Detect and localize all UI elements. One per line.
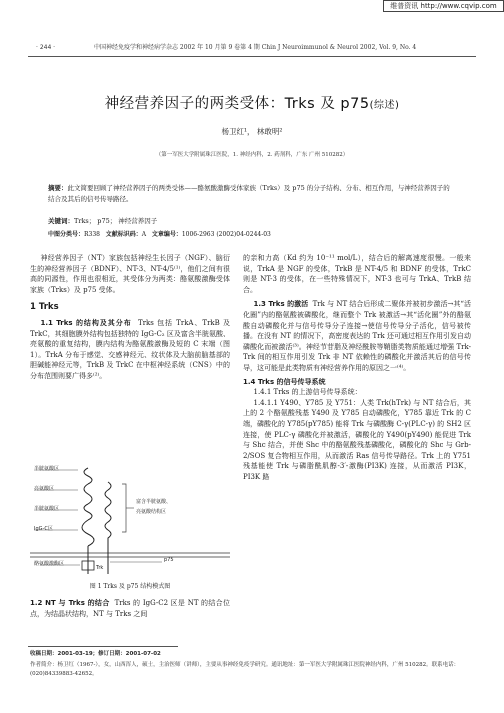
subsection-1-4-1-1-text: 1.4.1.1 Y490、Y785 及 Y751：人类 Trk(hTrk) 与 NT 结合后，其上的 2 个酪氨酸残基 Y490 及 Y785 自动磷酸化，Y785 靠近 Trk 的 C 端，磷酸化的 Y785(pY785) 能将 Trk 与磷酸酶 C-γ(PLC-γ) 的 SH2 区连接，使 PLC-γ 磷酸化并被激活，磷酸化的 Y490(pY490) 能促进 Trk 与 Shc 结合，并使 Shc 中的酪氨酸残基磷酸化，磷酸化的 Shc 与 Grb-2/SOS 复合物相互作用，从而激活 Ras 信号传导路径。Trk 上的 Y751 残基能使 Trk 与磷脂酰肌醇-3′-激酶(PI3K) 连接，从而激活 PI3K，PI3K 路: [243, 398, 471, 481]
p75-chain: [105, 482, 111, 574]
cysteine-loop-2: [84, 504, 92, 520]
classification-line: [48, 230, 456, 240]
label-kinase-region: 酪氨酸激酶区: [34, 561, 65, 567]
clc-label: 中图分类号：: [48, 231, 85, 238]
affinity-paragraph: 的亲和力高（Kd 约为 10⁻¹¹ mol/L），结合后的解离速度很慢。一般来说，TrkA 是 NGF 的受体，TrkB 是 NT-4/5 和 BDNF 的受体，TrkC 则是 NT-3 的受体，在一些特殊情况下，NT-3 也可与 TrkA、TrkB 结合。: [243, 254, 471, 294]
leucine-loop: [84, 484, 92, 504]
affiliation: （第一军医大学附属珠江医院，1. 神经内科，2. 药剂科，广东 广州 510282）: [155, 152, 349, 158]
article-id-label: 文章编号：: [151, 231, 182, 238]
journal-info: 中国神经免疫学和神经病学杂志 2002 年 10 月第 9 卷第 4 期 Chin J Neuroimmunol & Neurol 2002, Vol. 9, No. 4: [94, 44, 417, 51]
p75-bracket: [122, 484, 126, 532]
title-main: 神经营养因子的两类受体：Trks 及 p75: [104, 96, 370, 112]
receptor-structure-svg: [30, 462, 230, 574]
doc-code-value: A: [141, 231, 147, 238]
subsection-1-2-heading: 1.2 NT 与 Trks 的结合: [30, 599, 110, 607]
clc-value: R338: [84, 231, 100, 238]
keywords-label: 关键词：: [48, 217, 74, 225]
subsection-1-4-heading: 1.4 Trks 的信号传导系统: [243, 377, 326, 386]
label-cysteine-1: 半胱氨酸区: [34, 466, 60, 472]
subsection-1-4-1-heading: 1.4.1 Trks 的上游信号传导系统：: [253, 388, 362, 397]
intro-paragraph: 神经营养因子（NT）家族包括神经生长因子（NGF）、脑衍生的神经营养因子（BDNF）、NT-3、NT-4/5⁽¹⁾，他们之间有很高的同源性，作用也很相近，其受体分为两类：酪氨酸激酶受体家族（Trks）及 p75 受体。: [30, 254, 230, 294]
author-bio: 作者简介：杨卫红（1967-），女，山西浑人，硕士，主治医师（讲师），主要从事神经免疫学研究。通讯地址：第一军医大学附属珠江医院神经内科，广州 510282。联系电话：(020)84339883-42652。: [30, 662, 460, 677]
left-column: [30, 253, 230, 382]
subsection-1-3-heading: 1.3 Trks 的激活: [253, 300, 309, 309]
footnote-rule: [28, 646, 178, 647]
header-rule: [28, 56, 476, 57]
received-date: 收稿日期：2001-03-19；修订日期：2001-07-02: [30, 651, 161, 657]
title-suffix: (综述): [369, 100, 400, 111]
authors: 杨卫红¹， 林敢明²: [221, 127, 283, 136]
subsection-1-1-text: Trks 包括 TrkA、TrkB 及 TrkC，其细胞膜外结构包括独特的 IgG-C₂ 区及富含半胱氨酸、亮氨酸的重复结构，膜内结构为酪氨酸激酶及短的 C 末端（图 1）。TrkA 分布于感觉、交感神经元、纹状体及大脑前脑基部的胆碱能神经元等，TrkB 及 TrkC 在中枢神经系统（CNS）中的分布范围则要广得多⁽²⁾。: [30, 318, 230, 380]
article-title: [0, 92, 504, 113]
section-heading-trks: 1 Trks: [30, 302, 59, 313]
subsection-1-1-heading: 1.1 Trks 的结构及其分布: [40, 318, 132, 327]
watermark: 维普资讯 http://www.cqvip.com: [383, 0, 504, 12]
figure-caption: 图 1 Trks 及 p75 结构模式图: [89, 583, 171, 590]
keywords-text: Trks； p75； 神经营养因子: [74, 217, 158, 225]
subsection-1-3-text: Trk 与 NT 结合后形成二聚体并被初步激活→其“活化圈”内的酪氨酸被磷酸化，继而整个 Trk 被激活→其“活化圈”外的酪氨酸自动磷酸化并与信号传导分子连接→使信号传导分子活化，信号被传播。在没有 NT 的情况下，高密度表达的 Trk 还可通过相互作用引发自动磷酸化而被激活⁽³⁾。神经节苷脂及神经酰胺等鞘脂类物质能通过增强 Trk-Trk 间的相互作用引发 Trk 非 NT 依赖性的磷酸化并激活其后的信号传导，这可能是此类物质有神经营养作用的原因之一⁽⁴⁾。: [243, 300, 472, 372]
figure-1-structure-diagram: [30, 462, 230, 574]
doc-code-label: 文献标识码：: [105, 231, 142, 238]
keywords: [48, 216, 456, 226]
running-header: [28, 42, 476, 54]
subsection-1-2-text: Trks 的 IgG-C2 区是 NT 的结合位点，为结晶状结构，NT 与 Trks 之间: [30, 599, 230, 618]
label-igg-region: IgG-C区: [34, 526, 53, 532]
abstract: [48, 183, 456, 205]
label-rich-region-1: 富含半胱氨酸、: [136, 499, 172, 505]
label-leucine: 亮氨酸区: [34, 486, 55, 492]
cysteine-loop-1: [84, 468, 92, 484]
left-column-bottom: [30, 598, 230, 619]
page-number: · 244 ·: [36, 44, 56, 51]
igg-loop: [82, 520, 94, 546]
label-rich-region-2: 亮氨酸结构区: [136, 509, 167, 515]
right-column: [243, 253, 471, 482]
label-trk: Trk: [96, 565, 104, 571]
label-cysteine-2: 半胱氨酸区: [34, 506, 60, 512]
abstract-label: 摘要：: [48, 184, 68, 192]
label-p75: p75: [164, 557, 174, 563]
abstract-text: 此文简要回顾了神经营养因子的两类受体——酪氨酸激酶受体家族（Trks）及 p75 的分子结构、分布、相互作用，与神经营养因子的结合及其后的信号传导路径。: [48, 184, 450, 203]
article-id-value: 1006-2963 (2002)04-0244-03: [181, 231, 271, 238]
